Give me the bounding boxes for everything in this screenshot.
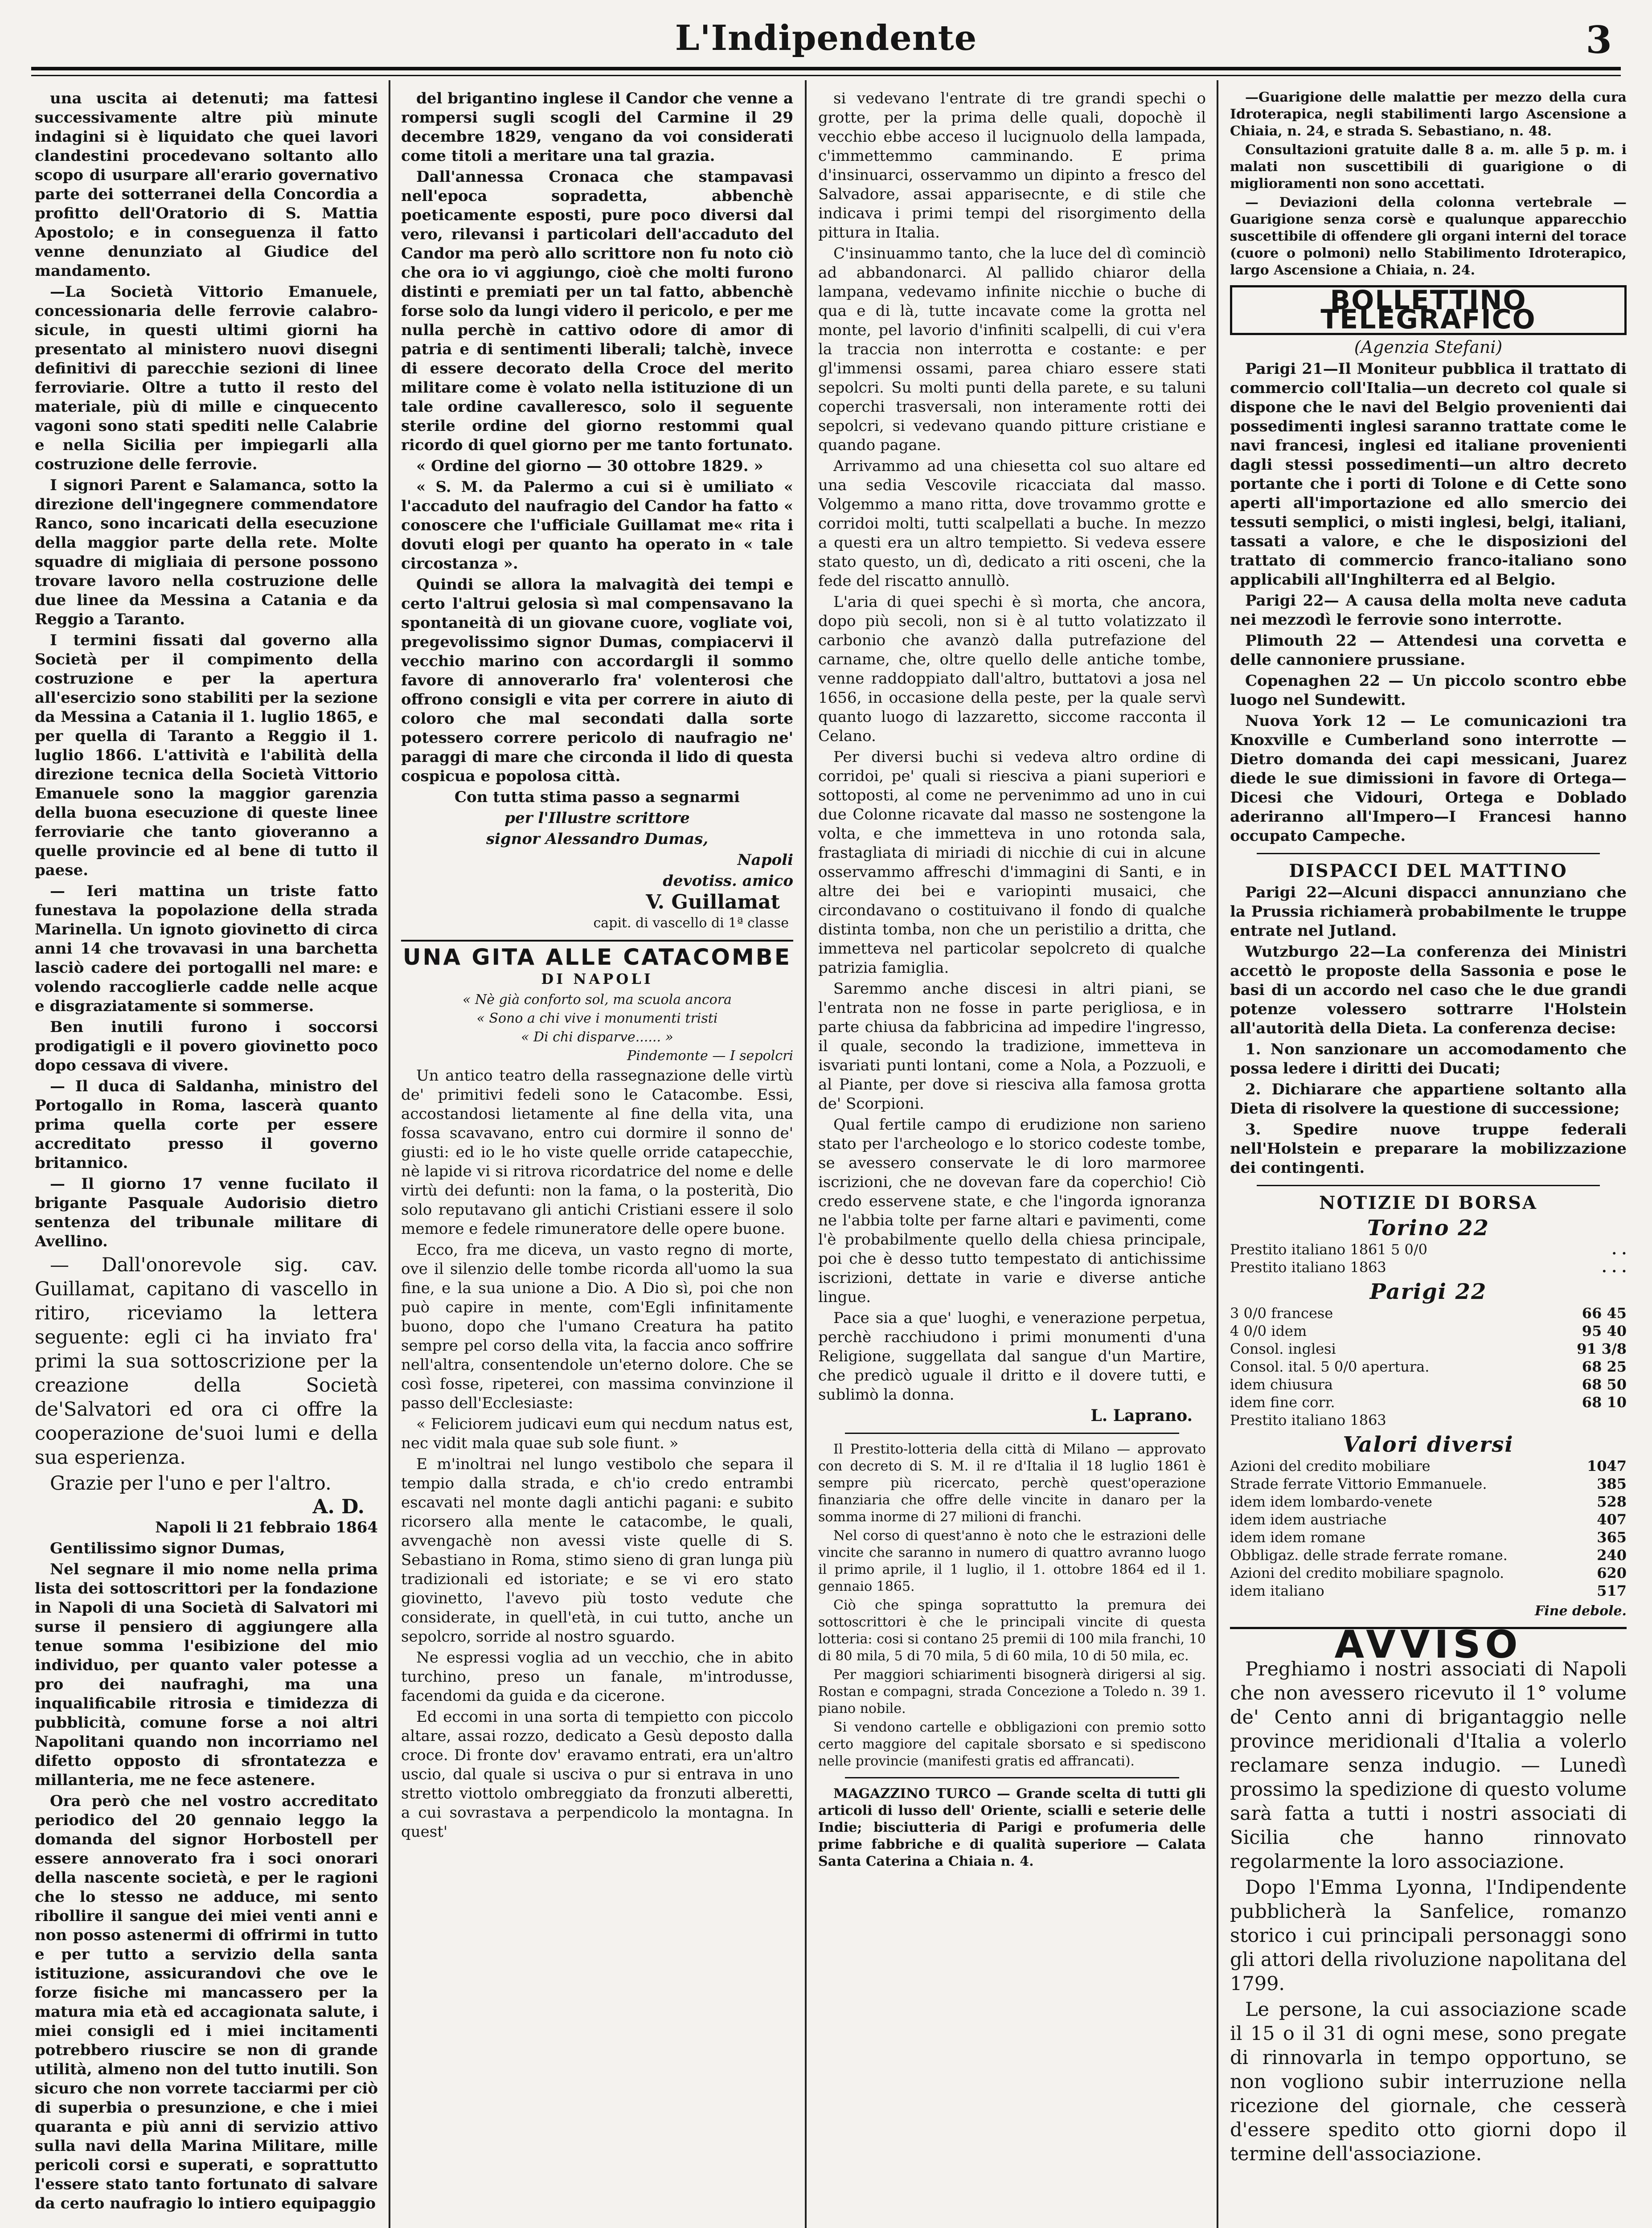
closing-line: Napoli (737, 851, 793, 869)
header-rule-thin (31, 75, 1621, 76)
article-paragraph: C'insinuammo tanto, che la luce del dì cominciò ad abbandonarci. Al pallido chiaror della lampana, vedevamo infinite nicchie o buche di qua e di là, tutte incavate come la grotta nel monte, pel lavorio d'infiniti scalpelli, di cui v'era la traccia non interrotta e costante: e per gl'immensi ossami, parea chiaro essere stati sepolcri. Su molti punti della parete, e su taluni coperchi trasversali, non interamente rotti dei sepolcri, si vedevano quando pitture cristiane e quando pagane. (818, 245, 1206, 454)
dispatch: 2. Dichiarare che appartiene soltanto alla Dieta di risolvere la questione di successione; (1230, 1081, 1627, 1118)
valori-quotes (1230, 1457, 1627, 1600)
quote-label: Consol. ital. 5 0/0 apertura. (1230, 1358, 1430, 1375)
avviso-title: AVVISO (1230, 1627, 1627, 1655)
article-paragraph: Quindi se allora la malvagità dei tempi e certo l'altrui gelosia sì mal compensavano la spontaneità di un giovane cuore, vogliate voi, pregevolissimo signor Dumas, compiacervi il vecchio marino con accordargli il sommo favore di annoverarlo fra' volenterosi che offrono consigli e vita per correre in aiuto di coloro che mal secondati dalla sorte potessero correre pericolo di naufragio ne' paraggi di mare che circonda il lido di questa cospicua e popolosa città. (401, 576, 793, 785)
quote-label: idem chiusura (1230, 1376, 1333, 1393)
article-paragraph: Ecco, fra me diceva, un vasto regno di morte, ove il silenzio delle tombe ricorda all'uomo la sua fine, e la sua unione a Dio. A Dio sì, poi che non può capire in mente, com'Egli infinitamente buono, dopo che l'umano Creatura ha patito sempre pel corso della vita, la faccia anco soffrire nell'altra, consentendole un'eterno dolore. Che se così fosse, ripeterei, con massima convinzione il passo dell'Ecclesiaste: (401, 1241, 793, 1412)
quote-value: 240 (1597, 1547, 1627, 1564)
quote-value: 91 3/8 (1577, 1340, 1627, 1357)
quote-row (1230, 1340, 1627, 1358)
bollettino-subtitle: (Agenzia Stefani) (1354, 337, 1503, 357)
market-close-note: Fine debole. (1534, 1603, 1627, 1619)
quote-row (1230, 1475, 1627, 1493)
quote-value: 620 (1597, 1565, 1627, 1581)
closing-line: Con tutta stima passo a segnarmi (454, 788, 740, 806)
quote-row (1230, 1546, 1627, 1564)
article-paragraph: Ben inutili furono i soccorsi prodigatigli e il povero giovinetto poco dopo cessava di vivere. (35, 1018, 378, 1074)
notice-paragraph: Consultazioni gratuite dalle 8 a. m. alle 5 p. m. i malati non suscettibili di guarigione o di miglioramenti non sono accettati. (1230, 142, 1627, 192)
article-paragraph: Ed eccomi in una sorta di tempietto con piccolo altare, assai rozzo, dedicato a Gesù deposto dalla croce. Di fronte dov' eravamo entrati, era un'altro uscio, dal quale si usciva o pur si entrava in uno stretto viottolo ombreggiato da fronzuti alberetti, a cui sovrastava a perpendicolo la montagna. In quest' (401, 1708, 793, 1841)
telegram: Plimouth 22 — Attendesi una corvetta e delle cannoniere prussiane. (1230, 632, 1627, 669)
verse-line: « Sono a chi vive i monumenti tristi (476, 1011, 718, 1026)
quote-row (1230, 1511, 1627, 1528)
quote-row (1230, 1322, 1627, 1340)
column-divider (389, 80, 390, 2228)
advertisement: MAGAZZINO TURCO — Grande scelta di tutti gli articoli di lusso dell' Oriente, scialli e seterie delle Indie; bisciutteria di Parigi e profumeria delle prime fabbriche e di qualità superiore — Calata Santa Caterina a Chiaia n. 4. (818, 1786, 1206, 1869)
dispatch: Wutzburgo 22—La conferenza dei Ministri accettò le proposte della Sassonia e pose le basi di un accordo nel caso che le due grandi potenze volessero sottrarre l'Holstein all'autorità della Dieta. La conferenza decise: (1230, 943, 1627, 1037)
borsa-city-torino: Torino 22 (1367, 1216, 1490, 1241)
masthead (31, 18, 1621, 67)
verse-line: « Nè già conforto sol, ma scuola ancora (463, 992, 732, 1008)
quote-value (1547, 1411, 1627, 1429)
quote-label: idem idem romane (1230, 1529, 1365, 1546)
quote-row (1230, 1358, 1627, 1376)
column-3 (818, 89, 1206, 2228)
column-1 (35, 89, 378, 2228)
quote-label: idem italiano (1230, 1582, 1324, 1599)
dispatch: Parigi 22—Alcuni dispacci annunziano che la Prussia richiamerà probabilmente le truppe entrate nel Jutland. (1230, 884, 1627, 940)
telegram: Nuova York 12 — Le comunicazioni tra Knoxville e Cumberland sono interrotte — Dietro domanda dei capi messicani, Juarez diede le sue dimissioni in favore di Ortega—Dicesi che Vidouri, Ortega e Doblado aderiranno all'Impero—I Francesi hanno occupato Campeche. (1230, 712, 1627, 845)
verse-source: Pindemonte — I sepolcri (627, 1048, 793, 1064)
header-rule (31, 67, 1621, 70)
quote-row (1230, 1258, 1627, 1276)
quote-value: 95 40 (1582, 1323, 1627, 1339)
closing-line: devotiss. amico (663, 872, 793, 890)
article-paragraph: — Il giorno 17 venne fucilato il brigante Pasquale Audorisio dietro sentenza del tribunale militare di Avellino. (35, 1175, 378, 1250)
quote-value: . . (1611, 1241, 1627, 1258)
article-paragraph: — Il duca di Saldanha, ministro del Portogallo in Roma, lascerà quanto prima quella corte per essere accreditato presso il governo britannico. (35, 1077, 378, 1172)
article-paragraph: Qual fertile campo di erudizione non sarieno stato per l'archeologo e lo storico codeste tombe, se avessero conservate le di loro marmoree iscrizioni, che ne dovevan fare da coperchio! Ciò credo esservene state, e che l'ingorda ignoranza ne l'abbia tolte per farne altari e pavimenti, come l'è probabilmente quello della chiesa principale, poi che è desso tutto tempestato di antichissime iscrizioni, dettate in varie e diverse antiche lingue. (818, 1116, 1206, 1306)
column-divider (805, 80, 807, 2228)
signature: A. D. (312, 1495, 365, 1518)
quote-value: 66 45 (1582, 1305, 1627, 1322)
article-paragraph: Per maggiori schiarimenti bisognerà dirigersi al sig. Rostan e compagni, strada Concezione a Toledo n. 39 1. piano nobile. (818, 1667, 1206, 1716)
quote-value: 1047 (1586, 1458, 1627, 1474)
signature: V. Guillamat (646, 891, 780, 913)
article-paragraph: Ciò che spinga soprattutto la premura dei sottoscrittori è che le principali vincite di questa lotteria: cosi si contano 25 premii di 100 mila franchi, 10 di 80 mila, 5 di 70 mila, 5 di 60 mila, 10 di 50 mila, ec. (818, 1597, 1206, 1664)
article-paragraph: Ora però che nel vostro accreditato periodico del 20 gennaio leggo la domanda del signor Horbostell per essere annoverato fra i soci onorari della nascente società, e per le ragioni che lo stesso ne adduce, mi sento ribollire il sangue dei miei venti anni e non posso astenermi di offrirmi in tutto e per tutto a servizio della santa istituzione, assicurandovi che ove le forze fisiche mi mancassero per la matura mia età ed accagionata salute, i miei consigli ed i miei incitamenti potrebbero riuscire se non di grande utilità, almeno non del tutto inutili. Son sicuro che non vorrete tacciarmi per ciò di superbia o presunzione, e che i miei quaranta e più anni di servizio attivo sulla navi della Marina Militare, mille pericoli corsi e superati, e soprattutto l'essere stato tanto fortunato di salvare da certo naufragio lo intiero equipaggio (35, 1792, 378, 2212)
signature: L. Laprano. (1090, 1406, 1193, 1425)
quote-label: 3 0/0 francese (1230, 1305, 1333, 1322)
salutation: Gentilissimo signor Dumas, (50, 1540, 285, 1557)
quote-label: 4 0/0 idem (1230, 1323, 1307, 1339)
column-divider (1217, 80, 1218, 2228)
quote-label: Azioni del credito mobiliare (1230, 1458, 1431, 1474)
article-paragraph: Saremmo anche discesi in altri piani, se l'entrata non ne fosse in parte perigliosa, e in parte chiusa da fabbricina ad impedire l'ingresso, il quale, secondo la tradizione, immetteva in isvariati punti lontani, come a Nola, a Pozzuoli, e al Piante, per dove si riesciva alla famosa grotta de' Scorpioni. (818, 980, 1206, 1113)
quote-value: . . . (1602, 1259, 1627, 1276)
article-paragraph: Grazie per l'uno e per l'altro. (50, 1472, 332, 1495)
column-4 (1230, 89, 1627, 2228)
quote-label: Strade ferrate Vittorio Emmanuele. (1230, 1475, 1487, 1492)
telegram: Parigi 22— A causa della molta neve caduta nei mezzodì le ferrovie sono interrotte. (1230, 592, 1627, 629)
quote-row (1230, 1393, 1627, 1411)
divider (845, 1777, 1179, 1778)
article-paragraph: Nel corso di quest'anno è noto che le estrazioni delle vincite che saranno in numero di quattro avranno luogo il primo aprile, il 1 luglio, il 1. ottobre 1864 ed il 1. gennaio 1865. (818, 1528, 1206, 1594)
article-paragraph: Ne espressi voglia ad un vecchio, che in abito turchino, preso un fanale, m'introdusse, facendomi da guida e da cicerone. (401, 1649, 793, 1705)
quote-label: Obbligaz. delle strade ferrate romane. (1230, 1547, 1508, 1564)
telegram: Parigi 21—Il Moniteur pubblica il trattato di commercio coll'Italia—un decreto col quale si dispone che le navi del Belgio provenienti dai possedimenti inglesi saranno trattate come le navi francesi, inglesi ed italiane provenienti dagli stessi possedimenti—un altro decreto portante che i porti di Tolone e di Cette sono aperti all'importazione ed allo smercio dei tessuti semplici, o misti inglesi, belgi, italiani, tassati a valore, e che le disposizioni del trattato di commercio franco-italiano sono applicabili all'Inghilterra ed al Belgio. (1230, 360, 1627, 589)
dateline: Napoli li 21 febbraio 1864 (155, 1519, 378, 1536)
closing-line: signor Alessandro Dumas, (486, 830, 709, 848)
quote-row (1230, 1493, 1627, 1511)
quote-value: 385 (1597, 1475, 1627, 1492)
quote-row (1230, 1457, 1627, 1475)
article-paragraph: Il Prestito-lotteria della città di Milano — approvato con decreto di S. M. il re d'Italia il 18 luglio 1861 è sempre più ricercato, perchè quest'operazione finanziaria che offre delle vincite in danaro per la somma inorme di 27 milioni di franchi. (818, 1442, 1206, 1525)
quote-value: 68 25 (1582, 1358, 1627, 1375)
borsa-valori-title: Valori diversi (1343, 1432, 1514, 1457)
newspaper-title: L'Indipendente (675, 18, 977, 58)
article-paragraph: L'aria di quei spechi è sì morta, che ancora, dopo più secoli, non si è al tutto volatizzato il carbonio che avanzò dalla putrefazione del carname, che, oltre quello delle antiche tombe, venne raddoppiato dall'altro, buttatovi a josa nel 1656, in occasione della peste, per la quale servì quanto luogo di lazzaretto, siccome racconta il Celano. (818, 593, 1206, 745)
quote-label: Prestito italiano 1863 (1230, 1412, 1386, 1429)
dispacci-title: DISPACCI DEL MATTINO (1289, 860, 1568, 881)
quote-row (1230, 1376, 1627, 1393)
quote-label: idem idem lombardo-venete (1230, 1493, 1432, 1510)
notice-paragraph: — Deviazioni della colonna vertebrale — Guarigione senza corsè e qualunque apparecchio suscettibile di offendere gli organi interni del torace (cuore o polmoni) nello Stabilimento Idroterapico, largo Ascensione a Chiaia, n. 24. (1230, 195, 1627, 278)
notice-paragraph: Dopo l'Emma Lyonna, l'Indipendente pubblicherà la Sanfelice, romanzo storico i cui principali personaggi sono gli attori della rivoluzione napolitana del 1799. (1230, 1876, 1627, 1995)
quote-label: idem idem austriache (1230, 1511, 1387, 1528)
article-paragraph: una uscita ai detenuti; ma fattesi successivamente altre più minute indagini si è liquidato che quei lavori clandestini procedevano soltanto allo scopo di usurpare all'erario governativo parte dei sotterranei della Concordia a profitto dell'Oratorio di S. Mattia Apostolo; e in conseguenza il fatto venne denunziato al Giudice del mandamento. (35, 90, 378, 280)
article-paragraph: Un antico teatro della rassegnazione delle virtù de' primitivi fedeli sono le Catacombe. Essi, accostandosi lietamente al fine della vita, una fossa scavavano, entro cui dormire il sonno de' giusti: ed io le ho viste quelle orride catapecchie, nè lapide vi si ritrova ricordatrice del nome e delle virtù dei defunti: non la fama, o la posterità, Dio solo reputavano gli antichi Cristiani essere il solo memore e fedele rimuneratore delle opere buone. (401, 1067, 793, 1238)
closing-line: per l'Illustre scrittore (504, 809, 690, 827)
quote-value: 68 10 (1582, 1394, 1627, 1411)
article-paragraph: I signori Parent e Salamanca, sotto la direzione dell'ingegnere commendatore Ranco, sono incaricati della esecuzione della maggior parte della rete. Molte squadre di migliaia di persone possono trovare lavoro nella costruzione delle due linee da Messina a Catania e da Reggio a Taranto. (35, 476, 378, 628)
article-paragraph: Arrivammo ad una chiesetta col suo altare ed una sedia Vescovile ricacciata dal masso. Volgemmo a mano ritta, dove trovammo grotte e corridoi molti, tutti scalpellati a buche. In mezzo a questi era un altro tempietto. Si vedeva essere stato questo, un dì, dedicato a riti osceni, che la fede del riscatto annullò. (818, 457, 1206, 590)
quote-label: Prestito italiano 1863 (1230, 1259, 1386, 1276)
dispatch: 1. Non sanzionare un accomodamento che possa ledere i diritti dei Ducati; (1230, 1040, 1627, 1077)
quote-label: idem fine corr. (1230, 1394, 1335, 1411)
article-paragraph: Nel segnare il mio nome nella prima lista dei sottoscrittori per la fondazione in Napoli di una Società di Salvatori mi surse il pensiero di aggiungere alla tenue somma l'esibizione del mio individuo, per quanto valer potesse a pro dei naufraghi, ma una inqualificabile ritrosia e timidezza di pubblicità, comune forse a noi altri Napolitani quando non incorriamo nel difetto opposto di sfrontatezza e millanteria, me ne fece astenere. (35, 1560, 378, 1789)
article-paragraph: — Ieri mattina un triste fatto funestava la popolazione della strada Marinella. Un ignoto giovinetto di circa anni 14 che trovavasi in una barchetta lasciò cadere dei portogalli nel mare: e volendo raccoglierle cadde nelle acque e disgraziatamente si sommerse. (35, 882, 378, 1015)
notice-paragraph: —Guarigione delle malattie per mezzo della cura Idroterapica, negli stabilimenti largo Ascensione a Chiaia, n. 24, e strada S. Sebastiano, n. 48. (1230, 90, 1627, 139)
signature-title: capit. di vascello di 1ª classe (593, 915, 789, 931)
article-paragraph: « Ordine del giorno — 30 ottobre 1829. » (416, 457, 763, 475)
quote-row (1230, 1582, 1627, 1600)
quote-row (1230, 1564, 1627, 1582)
quote-label: Prestito italiano 1861 5 0/0 (1230, 1241, 1427, 1258)
article-paragraph: —La Società Vittorio Emanuele, concessionaria delle ferrovie calabro-sicule, in questi ultimi giorni ha presentato al ministero nuovi disegni definitivi di parecchie sezioni di linee ferroviarie. Oltre a tutto il resto del materiale, più di mille e cinquecento vagoni sono stati spediti nelle Calabrie e nella Sicilia per impiegarli alla costruzione delle ferrovie. (35, 283, 378, 473)
quote-row (1230, 1241, 1627, 1258)
section-subtitle: DI NAPOLI (541, 971, 653, 987)
page-number: 3 (1586, 18, 1612, 62)
parigi-quotes (1230, 1304, 1627, 1429)
quote-value: 407 (1597, 1511, 1627, 1528)
quote-row (1230, 1411, 1627, 1429)
torino-quotes (1230, 1241, 1627, 1276)
notice-paragraph: Preghiamo i nostri associati di Napoli che non avessero ricevuto il 1° volume de' Cento anni di brigantaggio nelle province meridionali d'Italia a volerlo reclamare senza indugio. — Lunedì prossimo la spedizione di questo volume sarà fatta a tutti i nostri associati di Sicilia che hanno rinnovato regolarmente la loro associazione. (1230, 1658, 1627, 1873)
article-paragraph: Pace sia a que' luoghi, e venerazione perpetua, perchè racchiudono i primi monumenti d'una Religione, suggellata dal sangue d'un Martire, che predicò uguale il dritto e il dovere tutti, e sublimò la donna. (818, 1309, 1206, 1404)
article-paragraph: Dall'annessa Cronaca che stampavasi nell'epoca sopradetta, abbenchè poeticamente esposti, pure poco diversi dal vero, rilevansi i particolari dell'accaduto del Candor ma però allo scrittore non fu noto ciò che ora io vi aggiungo, cioè che molti furono distinti e premiati per un tal fatto, abbenchè forse solo da lungi videro il pericolo, e per me nulla perchè in cattivo odore di amor di patria e di sentimenti liberali; talchè, invece di essere decorato della Croce del merito militare come è volato nella istituzione di un tale ordine cavalleresco, solo il seguente sterile ordine del giorno restommi qual ricordo di quel giorno per me tanto fortunato. (401, 168, 793, 454)
borsa-title: NOTIZIE DI BORSA (1319, 1192, 1538, 1213)
article-paragraph: Per diversi buchi si vedeva altro ordine di corridoi, pe' quali si riesciva a piani superiori e sottoposti, al come ne pervenimmo ad uno in cui due Colonne ricavate dal masso ne sostengone la volta, e che immetteva in uno rotonda sala, frastagliata di miriadi di nicchie di cui in alcune osservammo affreschi d'immagini di Santi, e in altre dei bei e variopinti musaici, che circondavano o costituivano il fondo di qualche distinta tomba, non che un peristilio a dritta, che immetteva nel particolar sepolcreto di qualche patrizia famiglia. (818, 748, 1206, 977)
quote-value: 365 (1597, 1529, 1627, 1546)
telegram: Copenaghen 22 — Un piccolo scontro ebbe luogo nel Sundewitt. (1230, 672, 1627, 709)
article-paragraph: « S. M. da Palermo a cui si è umiliato « l'accaduto del naufragio del Candor ha fatto « conoscere che l'ufficiale Guillamat me« rita i dovuti elogi per quanto ha operato in « tale circostanza ». (401, 478, 793, 573)
article-paragraph: « Feliciorem judicavi eum qui necdum natus est, nec vidit mala quae sub sole fiunt. » (401, 1415, 793, 1452)
divider (1257, 1185, 1600, 1186)
quote-value: 528 (1597, 1493, 1627, 1510)
quote-row (1230, 1304, 1627, 1322)
dispatch: 3. Spedire nuove truppe federali nell'Holstein e preparare la mobilizzazione dei contingenti. (1230, 1121, 1627, 1177)
article-paragraph: — Dall'onorevole sig. cav. Guillamat, capitano di vascello in ritiro, riceviamo la lettera seguente: egli ci ha inviato fra' primi la sua sottoscrizione per la creazione della Società de'Salvatori ed ora ci offre la cooperazione de'suoi lumi e della sua esperienza. (35, 1254, 378, 1469)
article-paragraph: I termini fissati dal governo alla Società per il compimento della costruzione e per la apertura all'esercizio sono stabiliti per la sezione da Messina a Catania il 1. luglio 1865, e per quella di Taranto a Reggio il 1. luglio 1866. L'attività e l'abilità della direzione tecnica della Società Vittorio Emanuele sono la maggior garenzia della buona esecuzione di queste linee ferroviarie che tanto gioveranno a quelle provincie ed al bene di tutto il paese. (35, 631, 378, 879)
verse-line: « Di chi disparve...... » (521, 1029, 673, 1045)
column-2 (401, 89, 793, 2228)
bollettino-title: BOLLETTINO TELEGRAFICO (1230, 285, 1627, 335)
divider (1257, 853, 1600, 854)
article-paragraph: Si vendono cartelle e obbligazioni con premio sotto certo maggiore del capitale sborsato e si spediscono nelle provincie (manifesti gratis ed affrancati). (818, 1720, 1206, 1769)
quote-label: Consol. inglesi (1230, 1340, 1336, 1357)
article-paragraph: si vedevano l'entrate di tre grandi spechi o grotte, per la prima delle quali, dopochè il vecchio ebbe acceso il lucignuolo della lampada, c'immettemmo camminando. E prima d'insinuarci, osservammo un dipinto a fresco del Salvadore, assai apparisecnte, e di stile che indicava i primi tempi del risorgimento della pittura in Italia. (818, 90, 1206, 242)
section-title: UNA GITA ALLE CATACOMBE (401, 940, 793, 967)
divider (845, 1433, 1179, 1434)
notice-paragraph: Le persone, la cui associazione scade il 15 o il 31 di ogni mese, sono pregate di rinnovarla in tempo opportuno, se non vogliono subir interruzione nella ricezione del giornale, che cesserà d'essere spedito otto giorni dopo il termine dell'associazione. (1230, 1999, 1627, 2165)
article-paragraph: E m'inoltrai nel lungo vestibolo che separa il tempio dalla strada, e ch'io credo entrambi escavati nel monte dagli antichi pagani: e subito ricorsero alla mente le catacombe, le quali, avvengachè non avessi viste quelle di S. Sebastiano in Roma, stimo sieno di gran lunga più tradizionali ed istoriate; e se vi ero stato giovinetto, l'avevo più tosto vedute che considerate, in quell'età, in cui tutto, anche un sepolcro, sorride al nostro sguardo. (401, 1455, 793, 1646)
quote-row (1230, 1528, 1627, 1546)
quote-label: Azioni del credito mobiliare spagnolo. (1230, 1565, 1504, 1581)
quote-value: 68 50 (1582, 1376, 1627, 1393)
borsa-city-parigi: Parigi 22 (1369, 1279, 1487, 1304)
quote-value: 517 (1597, 1582, 1627, 1599)
article-paragraph: del brigantino inglese il Candor che venne a rompersi sugli scogli del Carmine il 29 decembre 1829, vengano da voi considerati come titoli a meritare una tal grazia. (401, 90, 793, 165)
